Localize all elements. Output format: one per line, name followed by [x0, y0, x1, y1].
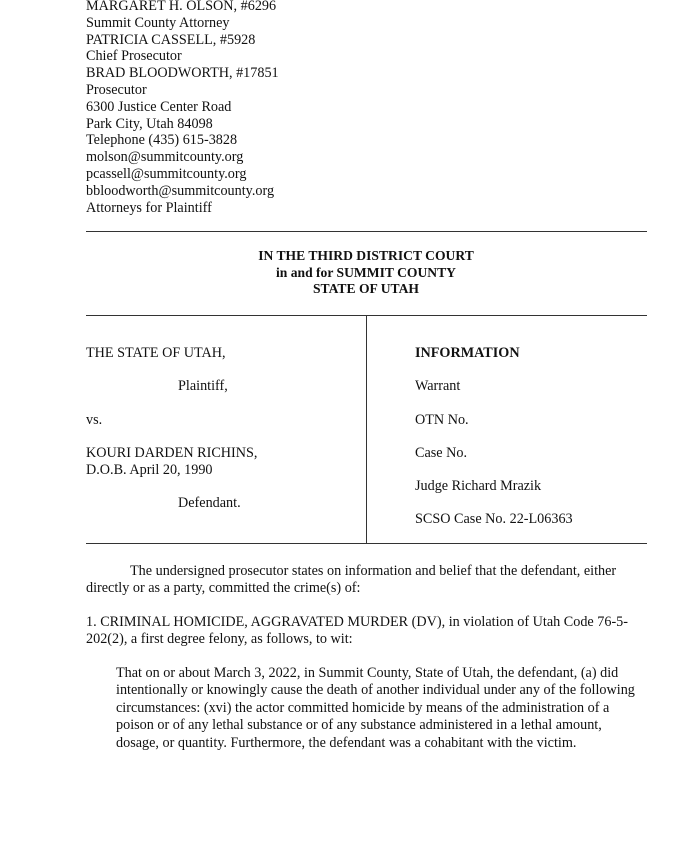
defendant-name: KOURI DARDEN RICHINS,: [86, 445, 258, 461]
plaintiff-label: Plaintiff,: [178, 378, 228, 394]
attorney-line: BRAD BLOODWORTH, #17851: [86, 65, 279, 82]
attorney-line: Telephone (435) 615-3828: [86, 132, 238, 149]
attorney-block: [86, 0, 279, 216]
header-divider: [86, 231, 647, 232]
plaintiff-name: THE STATE OF UTAH,: [86, 345, 226, 361]
judge-name: Judge Richard Mrazik: [415, 478, 542, 494]
scso-case-number: SCSO Case No. 22-L06363: [415, 511, 573, 527]
case-number: Case No.: [415, 445, 468, 461]
court-heading: [0, 248, 677, 298]
information-intro: The undersigned prosecutor states on information and belief that the defendant, either directly or as a party, committed the crime(s) of:: [86, 563, 617, 597]
attorney-line: Prosecutor: [86, 81, 147, 98]
court-name: IN THE THIRD DISTRICT COURT: [258, 248, 474, 263]
attorney-line: 6300 Justice Center Road: [86, 98, 232, 115]
otn-number: OTN No.: [415, 412, 469, 428]
attorney-line: Park City, Utah 84098: [86, 115, 213, 132]
attorney-email-pcassell: pcassell@summitcounty.org: [86, 165, 247, 182]
charge-title: 1. CRIMINAL HOMICIDE, AGGRAVATED MURDER (DV), in violation of Utah Code 76-5-202(2), a first degree felony, as follows, to wit:: [86, 614, 628, 648]
defendant-dob: D.O.B. April 20, 1990: [86, 462, 213, 478]
court-county: in and for SUMMIT COUNTY: [275, 264, 457, 280]
attorney-line: Summit County Attorney: [86, 14, 230, 31]
charge-detail: That on or about March 3, 2022, in Summit County, State of Utah, the defendant, (a) did intentionally or knowingly cause the death of another individual under any of the following circumstances: (xvi) the actor committed homicide by means of the administration of a poison or of any lethal substance or of any substance administered in a lethal amount, dosage, or quantity. Furthermore, the defendant was a cohabitant with the victim.: [116, 665, 635, 751]
attorney-email-bbloodworth: bbloodworth@summitcounty.org: [86, 182, 275, 199]
document-title: INFORMATION: [415, 345, 520, 361]
caption-divider: [366, 315, 367, 544]
attorney-line: PATRICIA CASSELL, #5928: [86, 31, 256, 48]
attorney-line: Attorneys for Plaintiff: [86, 199, 212, 216]
attorney-line: Chief Prosecutor: [86, 48, 182, 65]
warrant-label: Warrant: [415, 378, 461, 394]
attorney-line: MARGARET H. OLSON, #6296: [86, 0, 277, 14]
attorney-email-molson: molson@summitcounty.org: [86, 149, 244, 166]
caption-bottom-rule: [86, 543, 647, 544]
court-state: STATE OF UTAH: [313, 281, 419, 296]
defendant-label: Defendant.: [178, 495, 241, 511]
versus-label: vs.: [86, 412, 103, 428]
